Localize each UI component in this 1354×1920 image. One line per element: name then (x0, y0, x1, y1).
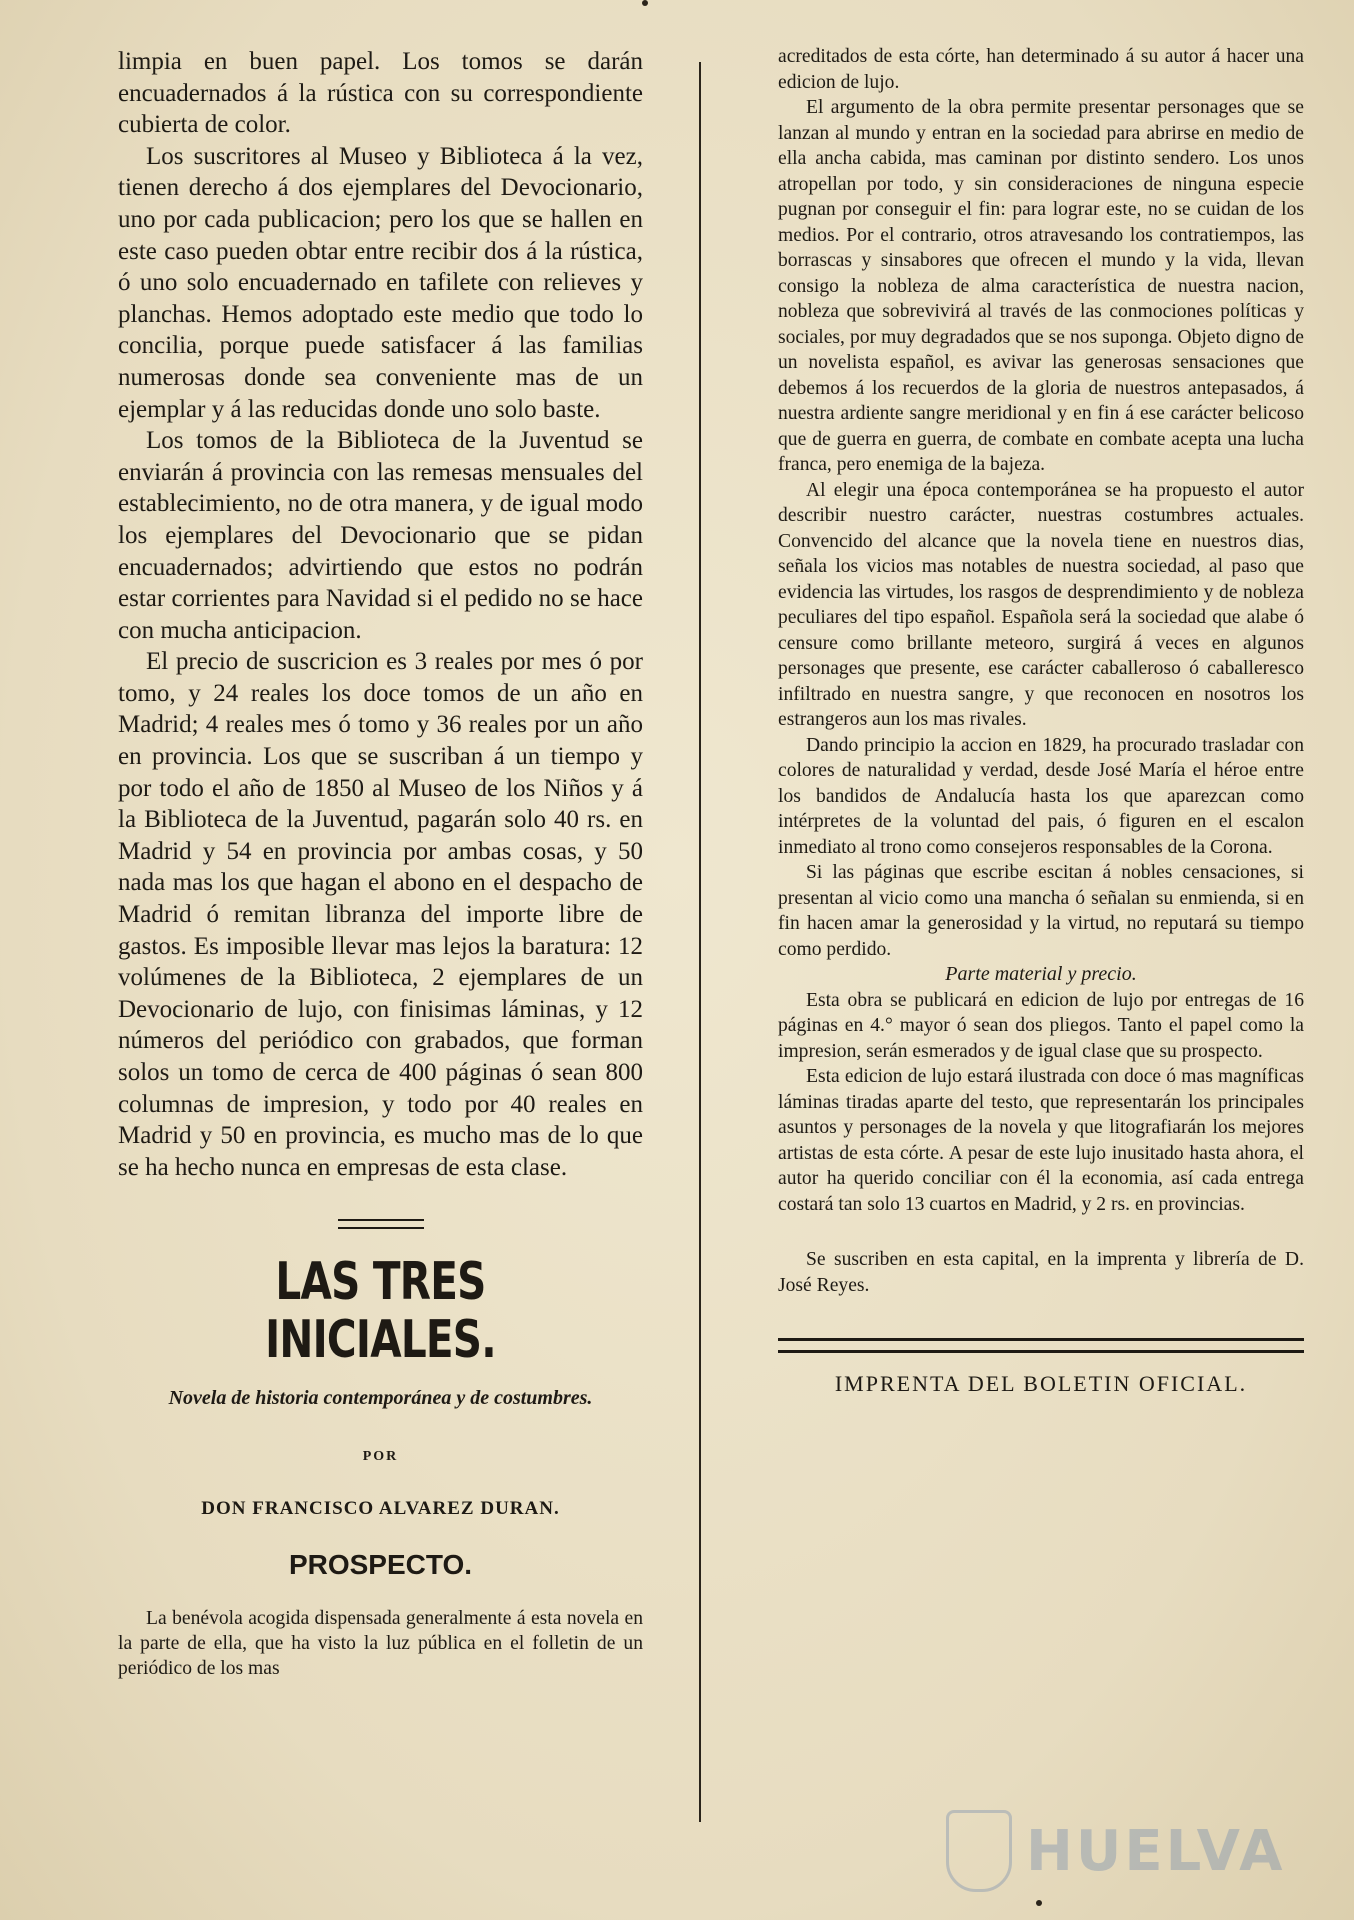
printer-imprint: IMPRENTA DEL BOLETIN OFICIAL. (834, 1371, 1248, 1396)
archive-watermark (946, 1806, 1326, 1896)
right-paragraph-4: Dando principio la accion en 1829, ha procurado trasladar con colores de naturalidad y verdad, desde José María el héroe entre los bandidos de Andalucía hasta los que aparezcan como intérpretes de la voluntad del pais, ó figuren en el escalon inmediato al trono como consejeros responsables de la Corona. (778, 734, 1304, 858)
ink-dot (1036, 1900, 1042, 1906)
price-paragraph-1: Esta obra se publicará en edicion de lujo por entregas de 16 páginas en 4.° mayor ó sean dos pliegos. Tanto el papel como la impresion, serán esmerados y de igual clase que su prospecto. (778, 989, 1304, 1062)
left-paragraph-4: El precio de suscricion es 3 reales por mes ó por tomo, y 24 reales los doce tomos de un año en Madrid; 4 reales mes ó tomo y 36 reales por un año en provincia. Los que se suscriban á un tiempo y por todo el año de 1850 al Museo de los Niños y á la Biblioteca de la Juventud, pagarán solo 40 rs. en Madrid y 54 en provincia por ambas cosas, y 50 nada mas los que hagan el abono en el despacho de Madrid ó remitan libranza del importe libre de gastos. Es imposible llevar mas lejos la baratura: 12 volúmenes de la Biblioteca, 2 ejemplares de un Devocionario de lujo, con finisimas láminas, y 12 números del periódico con grabados, que forman solos un tomo de cerca de 400 páginas ó sean 800 columnas de impresion, y todo por 40 reales en Madrid y 50 en provincia, es mucho mas de lo que se ha hecho nunca en empresas de esta clase. (118, 648, 643, 1181)
novel-title: LAS TRES INICIALES. (265, 1252, 496, 1371)
price-section-heading: Parte material y precio. (945, 963, 1137, 985)
author-name: DON FRANCISCO ALVAREZ DURAN. (201, 1497, 560, 1519)
column-divider (699, 62, 701, 1822)
right-paragraph-2: El argumento de la obra permite presentar personages que se lanzan al mundo y entran en la sociedad para abrirse en medio de ella ancha cabida, mas caminan por distinto sendero. Los unos atropellan por todo, y sin consideraciones de ninguna especie pugnan por conseguir el fin: para lograr este, no se cuidan de los medios. Por el contrario, otros atravesando los contratiempos, las borrascas y sinsabores que ofrecen el mundo y la vida, llevan consigo la nobleza de alma característica de nuestra nacion, nobleza que sobrevivirá al través de las conmociones políticas y sociales, por muy degradados que se nos suponga. Objeto digno de un novelista español, es avivar las generosas sensaciones que debemos á los recuerdos de la gloria de nuestros antepasados, á nuestra ardiente sangre meridional y en fin á ese carácter belicoso que de guerra en guerra, de combate en combate acepta una lucha franca, pero enemiga de la bajeza. (778, 97, 1304, 475)
right-paragraph-5: Si las páginas que escribe escitan á nobles censaciones, si presentan al vicio como una mancha ó señalan su enmienda, si en fin hacen amar la generosidad y la virtud, no reputará su tiempo como perdido. (778, 862, 1304, 960)
price-paragraph-2: Esta edicion de lujo estará ilustrada con doce ó mas magníficas láminas tiradas aparte del testo, que representarán los principales asuntos y personages de la novela y que litografiarán los mejores artistas de esta córte. A pesar de este lujo inusitado hasta ahora, el autor ha querido conciliar con él la economia, así cada entrega costará tan solo 13 cuartos en Madrid, y 2 rs. en provincias. (778, 1066, 1304, 1215)
footer-rule (778, 1338, 1304, 1353)
left-paragraph-1: limpia en buen papel. Los tomos se darán encuadernados á la rústica con su correspondiente cubierta de color. (118, 48, 643, 139)
por-label: POR (362, 1449, 399, 1465)
left-paragraph-2: Los suscritores al Museo y Biblioteca á la vez, tienen derecho á dos ejemplares del Devocionario, uno por cada publicacion; pero los que se hallen en este caso pueden obtar entre recibir dos á la rústica, ó uno solo encuadernado en tafilete con relieves y planchas. Hemos adoptado este medio que todo lo concilia, porque puede satisfacer á las familias numerosas donde sea conveniente mas de un ejemplar y á las reducidas donde uno solo baste. (118, 142, 643, 423)
prospecto-intro: La benévola acogida dispensada generalmente á esta novela en la parte de ella, que ha visto la luz pública en el folletin de un periódico de los mas (118, 1608, 643, 1680)
watermark-text: HUELVA (1026, 1818, 1286, 1884)
novel-subtitle: Novela de historia contemporánea y de costumbres. (168, 1387, 593, 1410)
shield-icon (946, 1810, 1012, 1892)
section-rule (338, 1219, 424, 1229)
right-paragraph-1: acreditados de esta córte, han determinado á su autor á hacer una edicion de lujo. (778, 46, 1304, 93)
left-paragraph-3: Los tomos de la Biblioteca de la Juventud se enviarán á provincia con las remesas mensuales del establecimiento, no de otra manera, y de igual modo los ejemplares del Devocionario que se pidan encuadernados; advirtiendo que estos no podrán estar corrientes para Navidad si el pedido no se hace con mucha anticipacion. (118, 427, 643, 644)
prospecto-heading: PROSPECTO. (288, 1548, 473, 1580)
ink-dot (642, 0, 648, 6)
left-column (118, 46, 643, 1681)
subscribe-notice: Se suscriben en esta capital, en la imprenta y librería de D. José Reyes. (778, 1249, 1304, 1296)
right-column (778, 44, 1304, 1397)
right-paragraph-3: Al elegir una época contemporánea se ha propuesto el autor describir nuestro carácter, nuestras costumbres actuales. Convencido del alcance que la novela tiene en nuestros dias, señala los vicios mas notables de nuestra sociedad, al paso que evidencia las virtudes, los rasgos de desprendimiento y de nobleza peculiares del tipo español. Española será la sociedad que alabe ó censure como brillante meteoro, surgirá á veces en algunos personages que presente, ese carácter caballeroso ó caballeresco infiltrado en nuestra sangre, y que reconocen en nosotros los estrangeros aun los mas rivales. (778, 479, 1304, 730)
